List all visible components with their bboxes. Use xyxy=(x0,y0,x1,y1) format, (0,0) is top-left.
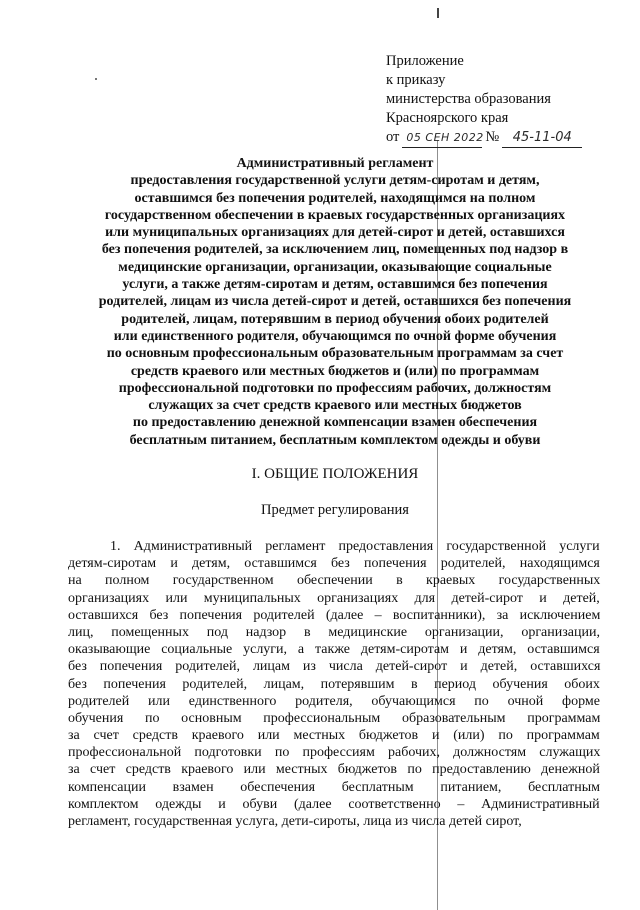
paragraph-line xyxy=(68,761,600,778)
paragraph-line xyxy=(68,572,600,589)
paragraph-1 xyxy=(68,538,600,830)
paragraph-line xyxy=(68,538,600,555)
title-line: оставшимся без попечения родителей, находящимся на полном xyxy=(134,190,536,206)
title-line: государственном обеспечении в краевых государственных организациях xyxy=(104,207,566,223)
title-line: услуги, а также детям-сиротам и детям, оставшимся без попечения xyxy=(122,277,548,293)
number-label: № xyxy=(485,129,500,145)
paragraph-line-text: комплектом одежды и обуви (далее соответственно – Административный xyxy=(68,796,600,812)
paragraph-line xyxy=(68,744,600,761)
title-line: бесплатным питанием, бесплатным комплектом одежды и обуви xyxy=(129,432,541,448)
paragraph-line xyxy=(68,555,600,572)
appendix-block xyxy=(386,52,626,148)
paragraph-line xyxy=(68,796,600,813)
title-line: родителей, лицам, потерявшим в период обучения обоих родителей xyxy=(121,311,549,327)
paragraph-line-text: оставшихся без попечения родителей (далее – воспитанники), за исключением xyxy=(68,607,601,623)
paragraph-line-text: детям-сиротам и детям, оставшимся без попечения родителей, находящимся xyxy=(68,556,600,572)
paragraph-line xyxy=(68,641,600,658)
paragraph-line-text: компенсации взамен обеспечения бесплатным питанием, бесплатным xyxy=(68,779,601,795)
paragraph-line xyxy=(68,710,600,727)
paragraph-line xyxy=(68,779,600,796)
title-line: или муниципальных организациях для детей-сирот и детей, оставшихся xyxy=(105,225,565,241)
title-line: средств краевого или местных бюджетов и (или) по программам xyxy=(130,363,540,379)
paragraph-line xyxy=(68,727,600,744)
title-line: или единственного родителя, обучающимся по очной форме обучения xyxy=(113,328,557,344)
title-line: родителей, лицам из числа детей-сирот и детей, оставшихся без попечения xyxy=(98,294,572,310)
from-label: от xyxy=(386,129,400,145)
paragraph-line-text: на полном государственном обеспечении в краевых государственных xyxy=(68,573,601,589)
title-line: медицинские организации, организации, оказывающие социальные xyxy=(118,259,552,275)
title-line: служащих за счет средств краевого или местных бюджетов xyxy=(148,398,522,414)
appendix-line: Приложение xyxy=(386,53,464,69)
title-line: по основным профессиональным образовательным программам за счет xyxy=(106,346,564,362)
paragraph-line-text: организациях или муниципальных организациях для детей-сирот и детей, xyxy=(68,590,600,606)
order-date-number xyxy=(386,128,626,148)
paragraph-line-text: за счет средств краевого или местных бюджетов и (или) по программам xyxy=(68,728,600,744)
scan-mark xyxy=(437,8,439,18)
title-line: по предоставлению денежной компенсации взамен обеспечения xyxy=(132,415,538,431)
paragraph-line-text: оказывающие социальные услуги, а также детям-сиротам и детям, оставшимся xyxy=(68,642,600,658)
paragraph-line-text: без попечения родителей, лицам, потерявшим в период обучения обоих xyxy=(68,676,600,692)
title-line: Административный регламент xyxy=(236,156,434,171)
paragraph-line xyxy=(68,658,600,675)
paragraph-line-text: лиц, помещенных под надзор в медицинские организации, организации, xyxy=(68,624,600,640)
paragraph-line xyxy=(68,693,600,710)
paragraph-line-text: за счет средств краевого или местных бюджетов по предоставлению денежной xyxy=(68,762,600,778)
paragraph-line xyxy=(68,676,600,693)
paragraph-line-text: регламент, государственная услуга, дети-сироты, лица из числа детей сирот, xyxy=(68,814,522,829)
section-heading: I. ОБЩИЕ ПОЛОЖЕНИЯ xyxy=(251,466,419,482)
handwritten-number: 45-11-04 xyxy=(502,128,582,148)
title-line: предоставления государственной услуги детям-сиротам и детям, xyxy=(130,173,540,189)
appendix-line: Красноярского края xyxy=(386,110,509,126)
scan-dot xyxy=(95,78,97,80)
paragraph-line-text: профессиональной подготовки по профессиям рабочих, должностям служащих xyxy=(68,745,601,761)
paragraph-line-text: 1. Административный регламент предоставления государственной услуги xyxy=(110,539,600,554)
appendix-line: к приказу xyxy=(386,72,446,88)
paragraph-line xyxy=(68,624,600,641)
paragraph-line-text: обучения по основным профессиональным образовательным программам xyxy=(68,710,601,726)
document-title xyxy=(70,155,600,449)
paragraph-line xyxy=(68,590,600,607)
paragraph-line-text: родителей или единственного родителя, обучающимся по очной форме xyxy=(68,693,600,709)
handwritten-date: 05 СЕН 2022 xyxy=(402,128,482,148)
appendix-line: министерства образования xyxy=(386,91,551,107)
paragraph-line xyxy=(68,813,600,830)
title-line: профессиональной подготовки по профессиям рабочих, должностям xyxy=(118,380,552,396)
paragraph-line xyxy=(68,607,600,624)
subsection-heading: Предмет регулирования xyxy=(261,502,409,518)
paragraph-line-text: без попечения родителей, лицам из числа детей-сирот и детей, оставшихся xyxy=(68,659,601,675)
title-line: без попечения родителей, за исключением лиц, помещенных под надзор в xyxy=(101,242,569,258)
